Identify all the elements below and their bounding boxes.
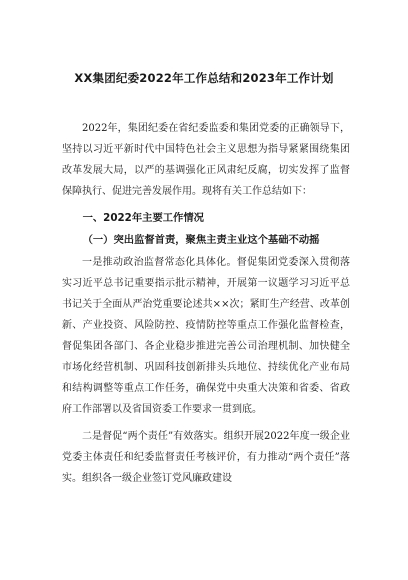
body-paragraph-2: 二是督促“两个责任”有效落实。组织开展2022年度一级企业党委主体责任和纪委监督责任考核评价，有力推动“两个责任”落实。组织各一级企业签订党风廉政建设 bbox=[62, 431, 350, 484]
intro-paragraph: 2022年，集团纪委在省纪委监委和集团党委的正确领导下，坚持以习近平新时代中国特色社会主义思想为指导紧紧围绕集团改革发展大局，以严的基调强化正风肃纪反腐，切实发挥了监督保障执行、促进完善发展作用。现将有关工作总结如下： bbox=[62, 123, 350, 197]
body-paragraph-1: 一是推动政治监督常态化具体化。督促集团党委深入贯彻落实习近平总书记重要指示批示精神，开展第一议题学习习近平总书记关于全面从严治党重要论述共××次；紧盯生产经营、改革创新、产业投资、风险防控、疫情防控等重点工作强化监督检查，督促集团各部门、各企业稳步推进完善公司治理机制、加快健全市场化经营机制、巩固科技创新排头兵地位、持续优化产业布局和结构调整等重点工作任务，确保党中央重大决策和省委、省政府工作部署以及省国资委工作要求一贯到底。 bbox=[62, 257, 350, 415]
document-title: XX集团纪委2022年工作总结和2023年工作计划 bbox=[74, 71, 334, 85]
section-heading: 一、2022年主要工作情况 bbox=[82, 212, 204, 224]
subsection-heading: （一）突出监督首责，聚焦主责主业这个基础不动摇 bbox=[82, 234, 320, 246]
document-body bbox=[62, 118, 350, 495]
